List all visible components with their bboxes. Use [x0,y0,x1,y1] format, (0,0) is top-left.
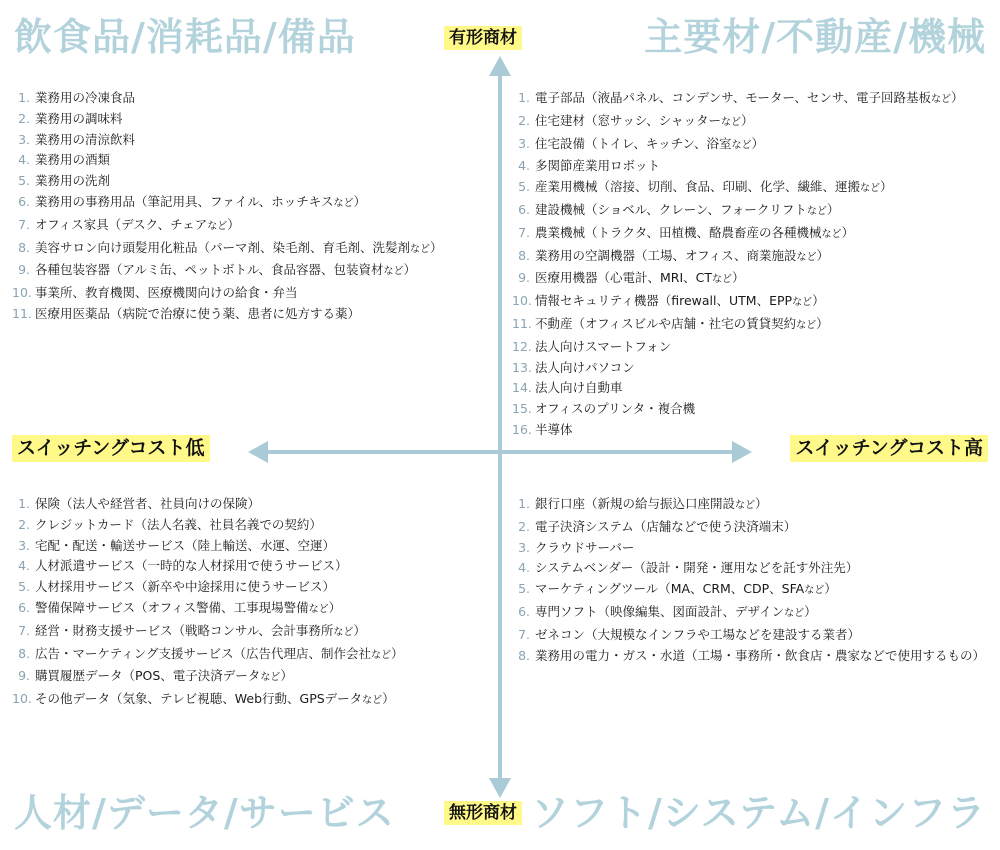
list-item [512,268,964,291]
item-list-bottom-left [12,494,404,712]
axis-label-right: スイッチングコスト高 [790,435,988,462]
list-item-text: 住宅設備（トイレ、キッチン、浴室など） [535,135,765,151]
list-item-text: オフィス家具（デスク、チェアなど） [35,216,240,232]
quadrant-title-bottom-left: 人材/データ/サービス [14,790,395,835]
list-item [512,337,964,358]
list-item-text: 業務用の空調機器（工場、オフィス、商業施設など） [535,247,830,263]
list-item-number: 9. [18,668,30,684]
list-item-text: 警備保障サービス（オフィス警備、工事現場警備など） [35,599,342,615]
list-item [512,378,964,399]
list-item-number: 10. [512,293,532,309]
list-item-number: 7. [18,622,30,638]
list-item-text: 広告・マーケティング支援サービス（広告代理店、制作会社など） [35,645,404,661]
list-item-text: 産業用機械（溶接、切削、食品、印刷、化学、繊維、運搬など） [535,179,893,195]
list-item-number: 9. [518,270,530,286]
list-item [12,150,443,171]
list-item [12,260,443,283]
list-item-number: 3. [518,539,530,555]
list-item [12,556,404,577]
list-item-number: 5. [18,173,30,189]
list-item-text: 医療用機器（心電計、MRI、CTなど） [535,270,745,286]
list-item-text: クレジットカード（法人名義、社員名義での契約） [35,516,322,532]
list-item-number: 2. [18,110,30,126]
list-item [512,558,985,579]
list-item-text: 多関節産業用ロボット [535,158,661,174]
list-item-number: 5. [518,581,530,597]
list-item-number: 9. [18,262,30,278]
list-item-text: 電子部品（液晶パネル、コンデンサ、モーター、センサ、電子回路基板など） [535,90,964,105]
list-item-number: 7. [518,224,530,240]
list-item-text: 業務用の電力・ガス・水道（工場・事務所・飲食店・農家などで使用するもの） [535,647,986,663]
axis-label-bottom: 無形商材 [444,801,522,825]
list-item-text: 業務用の洗剤 [35,173,111,189]
list-item-text: ゼネコン（大規模なインフラや工場などを建設する業者） [535,626,861,642]
list-item-number: 6. [518,603,530,619]
list-item [12,689,404,712]
list-item-number: 2. [18,516,30,532]
list-item-number: 3. [18,131,30,147]
list-item [512,291,964,314]
arrow-right-icon [732,441,752,463]
item-list-top-left [12,88,443,325]
list-item-text: 購買履歴データ（POS、電子決済データなど） [35,668,293,684]
list-item [512,646,985,667]
list-item-number: 2. [518,518,530,534]
list-item [12,238,443,261]
quadrant-title-top-left: 飲食品/消耗品/備品 [14,14,356,59]
list-item-number: 10. [12,285,32,301]
list-item [512,314,964,337]
list-item [512,494,985,517]
list-item-text: 半導体 [535,421,573,437]
list-item [512,625,985,646]
list-item-number: 4. [18,152,30,168]
list-item-text: 電子決済システム（店舗などで使う決済端末） [535,518,797,534]
list-item-number: 1. [518,496,530,511]
list-item-number: 7. [18,216,30,232]
list-item [512,358,964,379]
list-item-text: 住宅建材（窓サッシ、シャッターなど） [535,112,754,128]
list-item [12,644,404,667]
list-item-number: 4. [518,560,530,576]
list-item [512,200,964,223]
list-item [12,88,443,109]
list-item-number: 1. [18,496,30,511]
item-list-bottom-right [512,494,985,666]
list-item [12,515,404,536]
list-item-text: 各種包装容器（アルミ缶、ペットボトル、食品容器、包装資材など） [35,262,417,278]
list-item-number: 3. [18,537,30,553]
list-item-text: 人材採用サービス（新卒や中途採用に使うサービス） [35,579,336,595]
list-item-number: 12. [512,338,532,354]
list-item [12,283,443,304]
list-item [12,171,443,192]
list-item [12,577,404,598]
list-item-text: 専門ソフト（映像編集、図面設計、デザインなど） [535,603,817,619]
list-item [512,420,964,441]
list-item-number: 6. [18,599,30,615]
list-item-number: 15. [512,401,532,417]
list-item-number: 3. [518,135,530,151]
list-item [12,494,404,515]
list-item-text: 美容サロン向け頭髪用化粧品（パーマ剤、染毛剤、育毛剤、洗髪剤など） [35,239,443,255]
list-item-text: 法人向け自動車 [535,380,623,396]
list-item-number: 5. [518,179,530,195]
list-item-number: 14. [512,380,532,396]
list-item-number: 1. [18,90,30,105]
list-item-text: クラウドサーバー [535,539,635,555]
list-item-text: 業務用の冷凍食品 [35,90,136,105]
list-item [512,177,964,200]
list-item-text: 保険（法人や経営者、社員向けの保険） [35,496,261,511]
list-item [12,621,404,644]
arrow-left-icon [248,441,268,463]
list-item [12,666,404,689]
list-item [12,192,443,215]
quadrant-title-bottom-right: ソフト/システム/インフラ [531,790,986,835]
list-item [512,602,985,625]
list-item [12,130,443,151]
list-item-number: 8. [18,645,30,661]
list-item [512,246,964,269]
list-item-number: 4. [18,558,30,574]
list-item-number: 1. [518,90,530,105]
list-item-number: 8. [518,247,530,263]
arrow-up-icon [489,56,511,76]
list-item [512,579,985,602]
list-item-number: 8. [518,647,530,663]
list-item-text: システムベンダー（設計・開発・運用などを託す外注先） [535,560,859,576]
list-item [12,598,404,621]
list-item-number: 6. [18,193,30,209]
list-item-text: 農業機械（トラクタ、田植機、酪農畜産の各種機械など） [535,224,855,240]
list-item-text: 法人向けパソコン [535,359,635,375]
axis-label-left: スイッチングコスト低 [12,435,210,462]
list-item-number: 10. [12,691,32,707]
list-item-text: 医療用医薬品（病院で治療に使う薬、患者に処方する薬） [35,305,361,321]
list-item [512,156,964,177]
list-item-number: 5. [18,579,30,595]
item-list-top-right [512,88,964,441]
list-item-number: 2. [518,112,530,128]
list-item-text: 宅配・配送・輸送サービス（陸上輸送、水運、空運） [35,537,336,553]
list-item [512,399,964,420]
list-item-number: 7. [518,626,530,642]
list-item [512,111,964,134]
list-item-number: 13. [512,359,532,375]
list-item-text: 人材派遣サービス（一時的な人材採用で使うサービス） [35,558,348,574]
list-item-number: 8. [18,239,30,255]
list-item-text: 業務用の調味料 [35,110,123,126]
list-item [512,517,985,538]
list-item [12,536,404,557]
list-item-text: 不動産（オフィスビルや店舗・社宅の賃貸契約など） [535,315,829,331]
list-item-text: 業務用の清涼飲料 [35,131,136,147]
list-item-text: 法人向けスマートフォン [535,338,672,354]
list-item-number: 11. [12,305,32,321]
list-item-text: 経営・財務支援サービス（戦略コンサル、会計事務所など） [35,622,366,638]
list-item-text: 銀行口座（新規の給与振込口座開設など） [535,496,768,511]
list-item-number: 11. [512,315,532,331]
list-item-text: 事業所、教育機関、医療機関向けの給食・弁当 [35,285,298,301]
list-item-text: 業務用の事務用品（筆記用具、ファイル、ホッチキスなど） [35,193,367,209]
list-item [12,215,443,238]
list-item [512,88,964,111]
list-item-text: 情報セキュリティ機器（firewall、UTM、EPPなど） [535,293,825,309]
list-item-text: 建設機械（ショベル、クレーン、フォークリフトなど） [535,201,840,217]
list-item-text: マーケティングツール（MA、CRM、CDP、SFAなど） [535,581,837,597]
list-item-number: 16. [512,421,532,437]
list-item-number: 6. [518,201,530,217]
list-item-text: その他データ（気象、テレビ視聴、Web行動、GPSデータなど） [35,691,395,707]
list-item [512,223,964,246]
list-item [12,304,443,325]
list-item-text: オフィスのプリンタ・複合機 [535,401,696,417]
list-item [512,134,964,157]
list-item-number: 4. [518,158,530,174]
list-item [512,538,985,559]
list-item [12,109,443,130]
quadrant-title-top-right: 主要材/不動産/機械 [644,14,986,59]
axis-label-top: 有形商材 [444,26,522,50]
list-item-text: 業務用の酒類 [35,152,111,168]
arrow-down-icon [489,778,511,798]
